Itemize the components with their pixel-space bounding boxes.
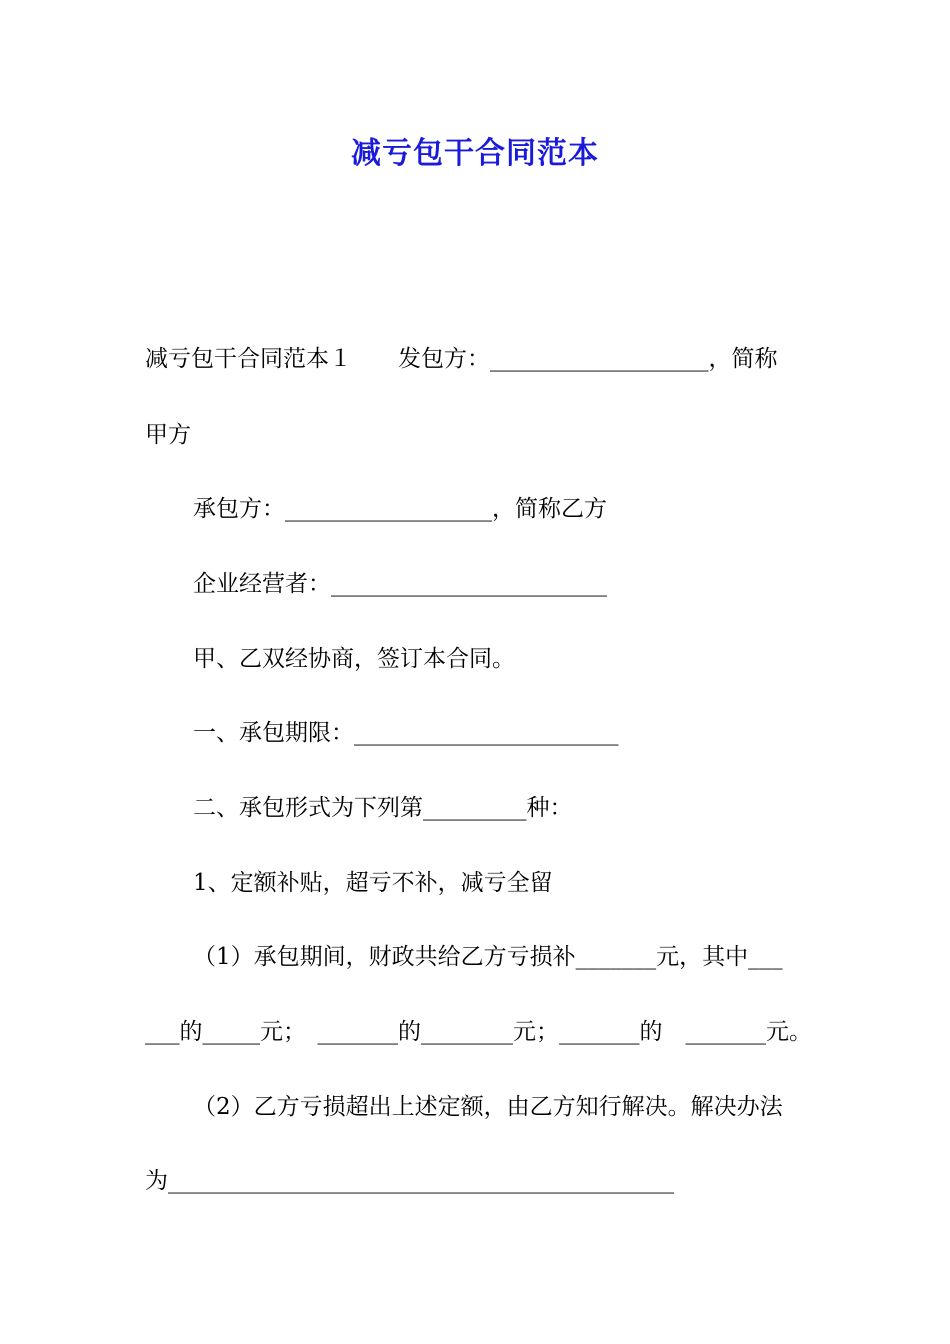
- paragraph-line: 一、承包期限：_______________________: [193, 720, 619, 746]
- document-title: 减亏包干合同范本: [351, 136, 599, 171]
- paragraph-line: 承包方：__________________，简称乙方: [193, 496, 607, 522]
- paragraph-line: 甲方: [145, 422, 191, 448]
- paragraph-line: ___的_____元； _______的________元；_______的 _______元。: [145, 1019, 812, 1045]
- paragraph-line: 为____________________________________________: [145, 1168, 674, 1194]
- paragraph-line: （2）乙方亏损超出上述定额，由乙方知行解决。解决办法: [193, 1094, 783, 1120]
- paragraph-line: 甲、乙双经协商，签订本合同。: [193, 646, 515, 672]
- paragraph-line: 1、定额补贴，超亏不补，减亏全留: [193, 870, 553, 896]
- paragraph-line: （1）承包期间，财政共给乙方亏损补_______元，其中___: [193, 944, 783, 970]
- paragraph-line: 企业经营者：________________________: [193, 571, 607, 597]
- paragraph-line: 二、承包形式为下列第_________种：: [193, 795, 573, 821]
- paragraph-line: 减亏包干合同范本１ 发包方：___________________，简称: [145, 346, 778, 372]
